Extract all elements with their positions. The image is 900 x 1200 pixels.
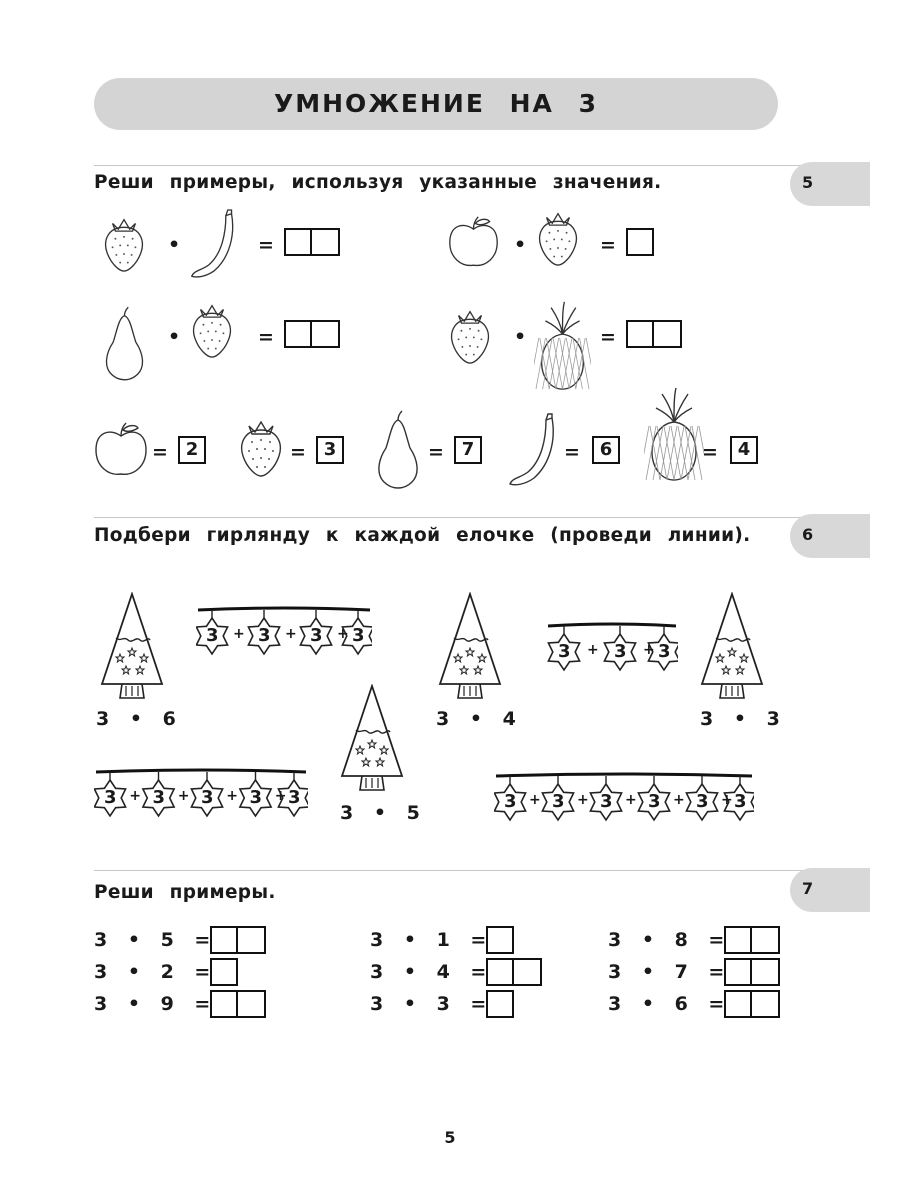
equation-text: 3 • 5 = [94,929,211,951]
section-divider [94,165,814,166]
plus-sign: + [721,792,733,808]
answer-cell[interactable] [486,958,514,986]
plus-sign: + [129,788,141,804]
garland-term: 3 [104,787,117,808]
equals-sign: = [258,234,274,256]
equation-text: 3 • 3 = [370,993,487,1015]
equation-text: 3 • 2 = [94,961,211,983]
answer-cell[interactable] [752,958,780,986]
answer-cell[interactable] [752,926,780,954]
answer-cell[interactable] [724,926,752,954]
pineapple-icon [534,300,591,395]
task-number: 5 [802,173,814,192]
pineapple-icon [644,386,704,486]
plus-sign: + [274,788,287,804]
answer-cell[interactable] [210,990,238,1018]
equation-text: 3 • 1 = [370,929,487,951]
task-instruction: Подбери гирлянду к каждой елочке (проведи линии). [94,525,751,546]
answer-cell[interactable] [312,228,340,256]
garland-term: 3 [152,787,166,808]
equals-sign: = [258,326,274,348]
christmas-tree-icon [696,592,768,706]
multiply-sign: • [514,326,527,348]
equation-text: 3 • 8 = [608,929,725,951]
answer-box[interactable] [210,990,266,1018]
strawberry-icon [100,214,148,277]
apple-icon [446,214,501,273]
strawberry-icon [446,306,494,369]
garland-term: 3 [352,625,365,646]
equals-sign: = [600,326,616,348]
answer-cell[interactable] [514,958,542,986]
equation-text: 3 • 4 = [370,961,487,983]
garland-term: 3 [206,625,219,646]
answer-cell[interactable] [238,926,266,954]
garland-term: 3 [658,641,671,662]
answer-box[interactable] [210,958,238,986]
answer-cell[interactable] [724,958,752,986]
task-instruction: Реши примеры. [94,882,276,903]
banana-icon [188,208,241,286]
page-title: УМНОЖЕНИЕ НА 3 [273,89,598,118]
plus-sign: + [577,792,589,808]
multiply-sign: • [168,234,181,256]
banana-icon [506,412,562,494]
plus-sign: + [226,788,238,804]
strawberry-icon [534,208,582,271]
garland-term: 3 [600,791,613,812]
garland-term: 3 [648,791,661,812]
equals-sign: = [600,234,616,256]
answer-cell[interactable] [626,228,654,256]
answer-box[interactable] [486,926,514,954]
answer-cell[interactable] [210,926,238,954]
plus-sign: + [587,642,599,658]
plus-sign: + [177,788,190,804]
answer-cell[interactable] [312,320,340,348]
task-number: 7 [802,879,814,898]
equals-sign: = [290,441,306,463]
plus-sign: + [337,626,349,642]
equation-text: 3 • 6 = [608,993,725,1015]
answer-cell[interactable] [626,320,654,348]
value-box: 3 [316,436,344,464]
christmas-tree-icon [336,684,408,798]
equals-sign: = [152,441,168,463]
garland-term: 3 [558,641,571,662]
equals-sign: = [702,441,718,463]
garland-term: 3 [288,787,301,808]
answer-cell[interactable] [486,926,514,954]
answer-box[interactable] [626,320,682,348]
task-number-tab [790,514,870,558]
pear-icon [372,410,424,494]
garland-term: 3 [696,791,709,812]
section-divider [94,870,814,871]
tree-label: 3 • 4 [436,708,516,730]
garland-term: 3 [734,791,747,812]
garland-term: 3 [310,625,323,646]
page-number: 5 [444,1128,456,1147]
answer-cell[interactable] [238,990,266,1018]
task-number-tab [790,162,870,206]
answer-box[interactable] [486,958,542,986]
garland-term: 3 [504,791,517,812]
tree-label: 3 • 6 [96,708,176,730]
answer-cell[interactable] [486,990,514,1018]
task-instruction: Реши примеры, используя указанные значения. [94,172,662,193]
apple-icon [92,420,150,482]
equals-sign: = [564,441,580,463]
answer-box[interactable] [284,228,340,256]
answer-cell[interactable] [654,320,682,348]
garland-term: 3 [249,787,263,808]
answer-cell[interactable] [752,990,780,1018]
strawberry-icon [188,300,236,363]
answer-cell[interactable] [724,990,752,1018]
strawberry-icon [236,416,286,482]
answer-box[interactable] [210,926,266,954]
value-box: 7 [454,436,482,464]
plus-sign: + [673,792,685,808]
plus-sign: + [625,792,637,808]
answer-box[interactable] [626,228,654,256]
answer-box[interactable] [724,958,780,986]
multiply-sign: • [514,234,527,256]
task-number-tab [790,868,870,912]
multiply-sign: • [168,326,181,348]
section-divider [94,517,814,518]
garland-term: 3 [614,641,627,662]
tree-label: 3 • 5 [340,802,420,824]
answer-cell[interactable] [210,958,238,986]
answer-box[interactable] [486,990,514,1018]
value-box: 4 [730,436,758,464]
plus-sign: + [285,626,297,642]
equals-sign: = [428,441,444,463]
answer-box[interactable] [724,926,780,954]
garland-term: 3 [201,787,214,808]
garland-term: 3 [552,791,565,812]
equation-text: 3 • 9 = [94,993,211,1015]
christmas-tree-icon [96,592,168,706]
equation-text: 3 • 7 = [608,961,725,983]
plus-sign: + [233,626,245,642]
tree-label: 3 • 3 [700,708,780,730]
garland-term: 3 [258,625,271,646]
answer-box[interactable] [724,990,780,1018]
answer-cell[interactable] [284,228,312,256]
value-box: 2 [178,436,206,464]
pear-icon [100,306,149,386]
plus-sign: + [529,792,541,808]
answer-box[interactable] [284,320,340,348]
value-box: 6 [592,436,620,464]
task-number: 6 [802,525,814,544]
christmas-tree-icon [434,592,506,706]
plus-sign: + [643,642,655,658]
answer-cell[interactable] [284,320,312,348]
